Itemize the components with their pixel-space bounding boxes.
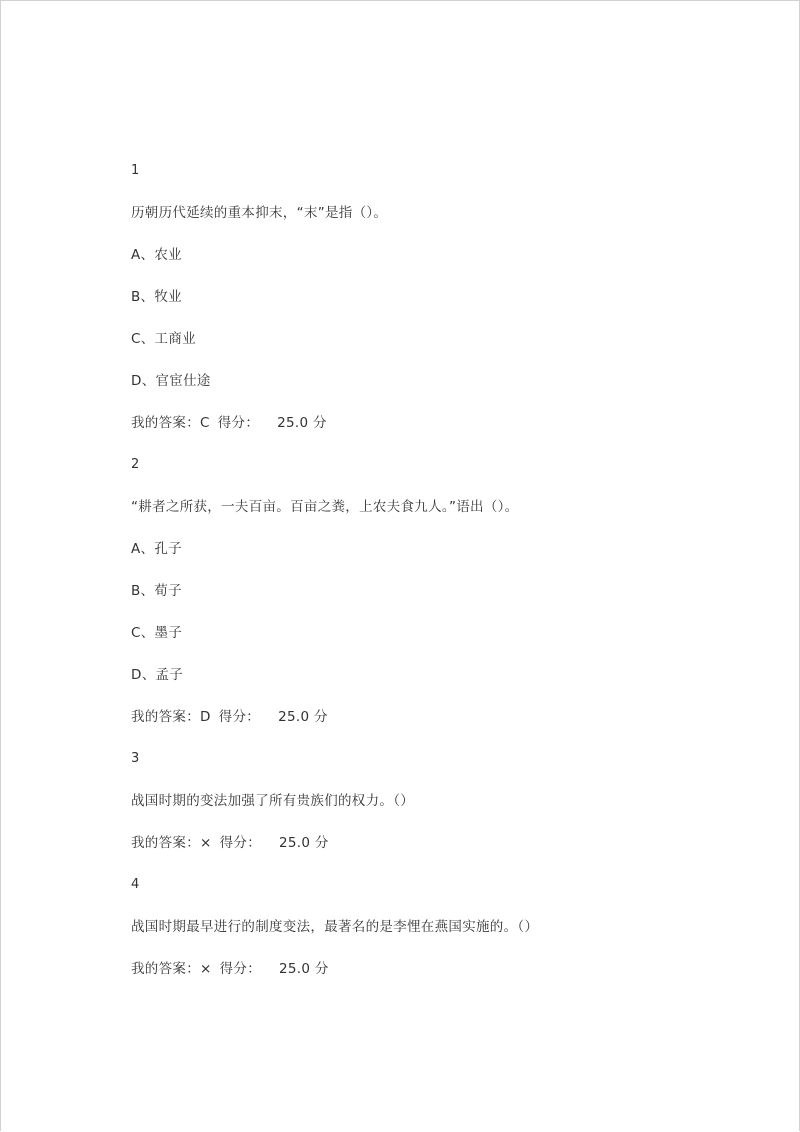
option-b: B、牧业 [131,289,182,305]
question-number: 2 [131,457,140,472]
question-number: 4 [131,877,140,892]
score-value: 25.0 分 [279,961,329,977]
question-text: “耕者之所获，一夫百亩。百亩之粪，上农夫食九人。”语出（）。 [131,499,519,515]
question-text: 战国时期最早进行的制度变法，最著名的是李悝在燕国实施的。（） [131,919,539,935]
answer-row [131,708,328,726]
score-label: 得分： [218,709,261,725]
option-d: D、官宦仕途 [131,373,211,389]
option-c: C、工商业 [131,331,196,347]
question-number: 1 [131,163,140,178]
answer-row [131,960,329,978]
score-label: 得分： [219,835,262,851]
my-answer: 我的答案：C [131,415,210,431]
score-value: 25.0 分 [278,709,328,725]
answer-row [131,834,329,852]
option-c: C、墨子 [131,625,183,641]
option-a: A、农业 [131,247,182,263]
my-answer: 我的答案：D [131,709,211,725]
option-d: D、孟子 [131,667,184,683]
answer-row [131,414,327,432]
score-label: 得分： [217,415,260,431]
my-answer: 我的答案：× [131,961,212,977]
option-b: B、荀子 [131,583,182,599]
score-value: 25.0 分 [277,415,327,431]
score-value: 25.0 分 [279,835,329,851]
score-label: 得分： [219,961,262,977]
question-text: 历朝历代延续的重本抑末，“末”是指（）。 [131,205,388,221]
my-answer: 我的答案：× [131,835,212,851]
question-text: 战国时期的变法加强了所有贵族们的权力。（） [131,793,415,809]
option-a: A、孔子 [131,541,182,557]
question-number: 3 [131,751,140,766]
